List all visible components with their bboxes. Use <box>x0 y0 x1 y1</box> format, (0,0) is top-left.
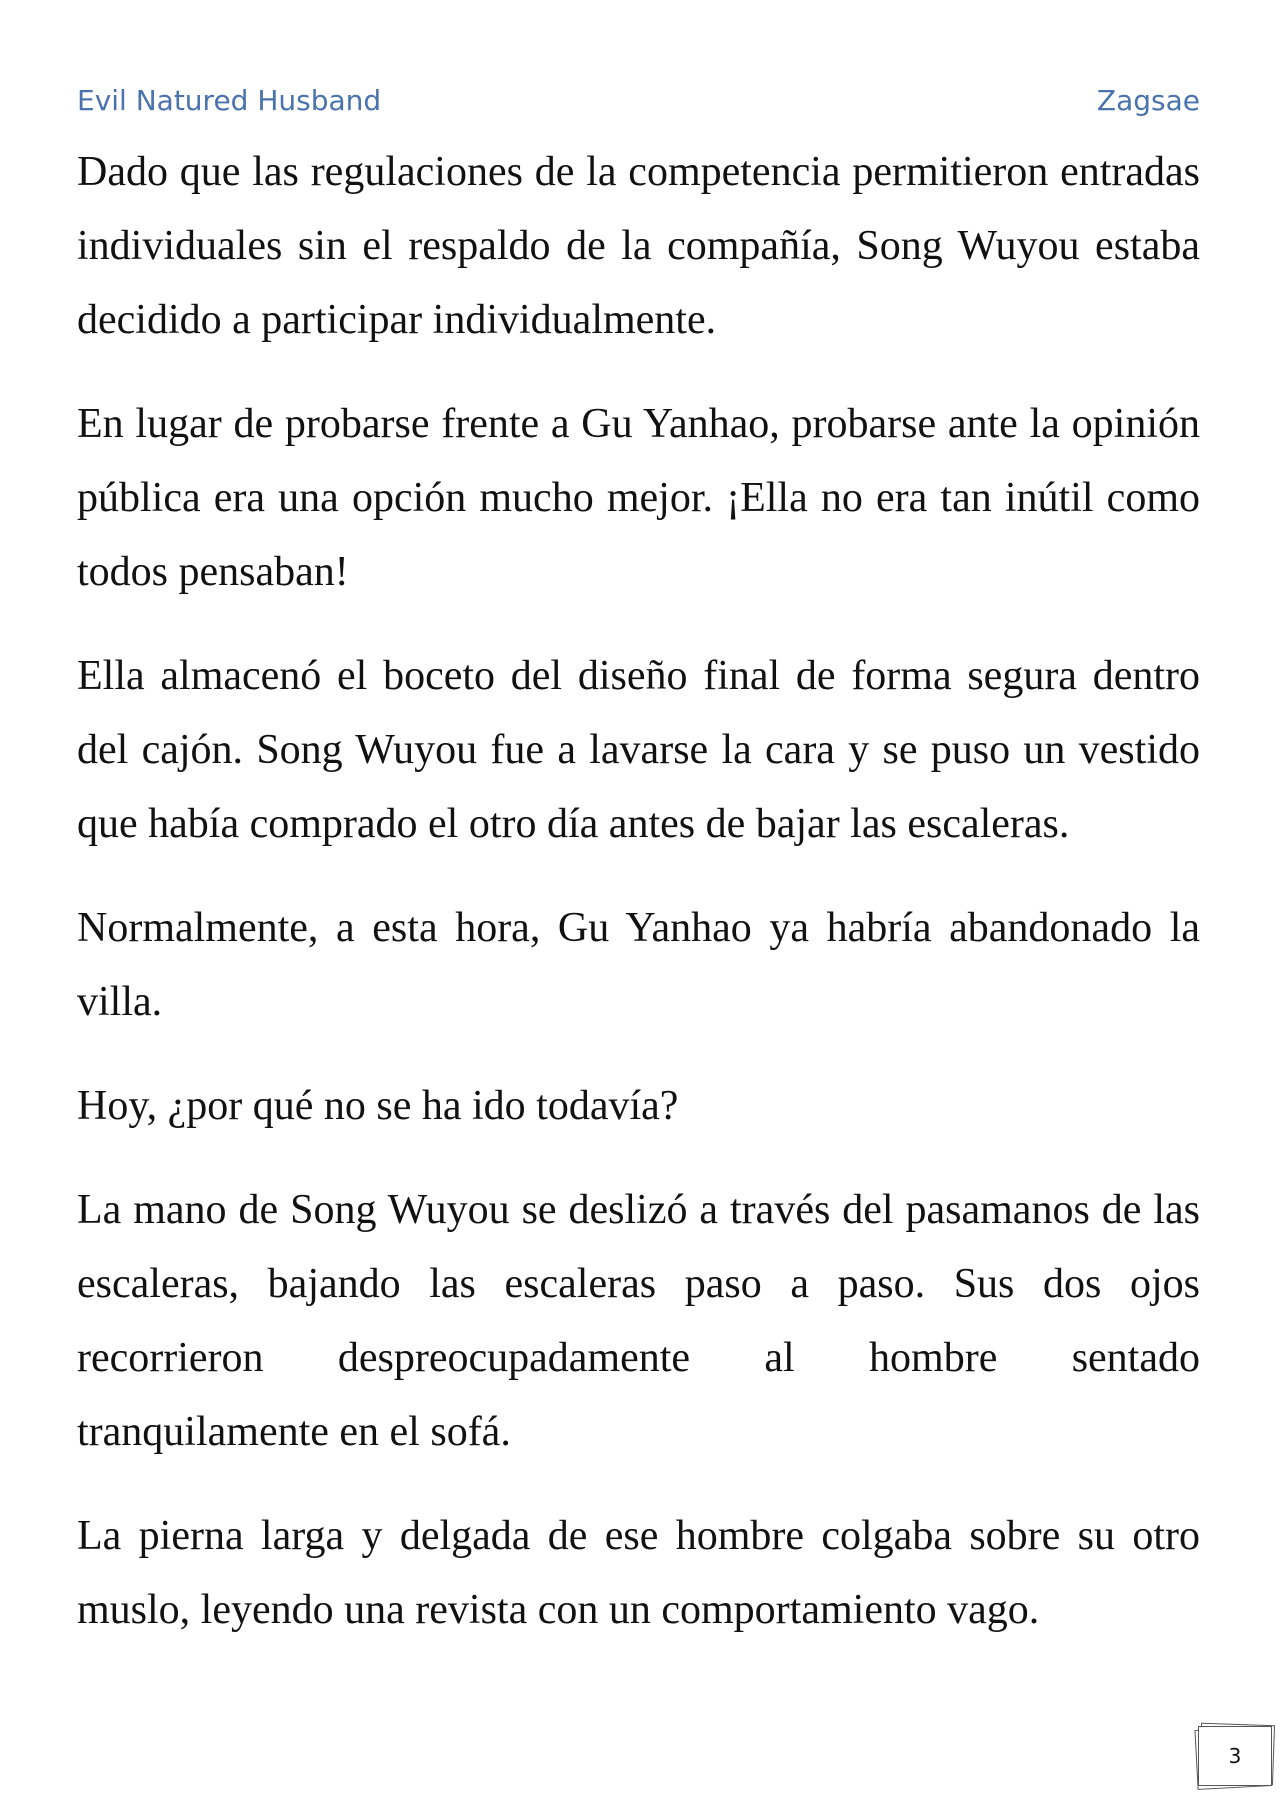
paragraph: Ella almacenó el boceto del diseño final de forma segura dentro del cajón. Song Wuyou fue a lavarse la cara y se puso un vestido que había comprado el otro día antes de bajar las escaleras. <box>77 653 1200 847</box>
page-number-badge <box>1196 1722 1276 1788</box>
page-number: 3 <box>1198 1726 1272 1786</box>
paragraph: La mano de Song Wuyou se deslizó a través del pasamanos de las escaleras, bajando las escaleras paso a paso. Sus dos ojos recorrieron despreocupadamente al hombre sentado tranquilamente en el sofá. <box>77 1187 1200 1455</box>
book-title: Evil Natured Husband <box>77 83 382 117</box>
paragraph: Normalmente, a esta hora, Gu Yanhao ya habría abandonado la villa. <box>77 905 1200 1025</box>
paragraph: En lugar de probarse frente a Gu Yanhao, probarse ante la opinión pública era una opción mucho mejor. ¡Ella no era tan inútil como todos pensaban! <box>77 401 1200 595</box>
page-header <box>77 78 1200 122</box>
paragraph: Dado que las regulaciones de la competencia permitieron entradas individuales sin el respaldo de la compañía, Song Wuyou estaba decidido a participar individualmente. <box>77 149 1200 343</box>
body-text <box>77 135 1200 1677</box>
author-name: Zagsae <box>1096 83 1200 117</box>
paragraph: Hoy, ¿por qué no se ha ido todavía? <box>77 1083 679 1129</box>
paragraph: La pierna larga y delgada de ese hombre colgaba sobre su otro muslo, leyendo una revista con un comportamiento vago. <box>77 1513 1200 1633</box>
